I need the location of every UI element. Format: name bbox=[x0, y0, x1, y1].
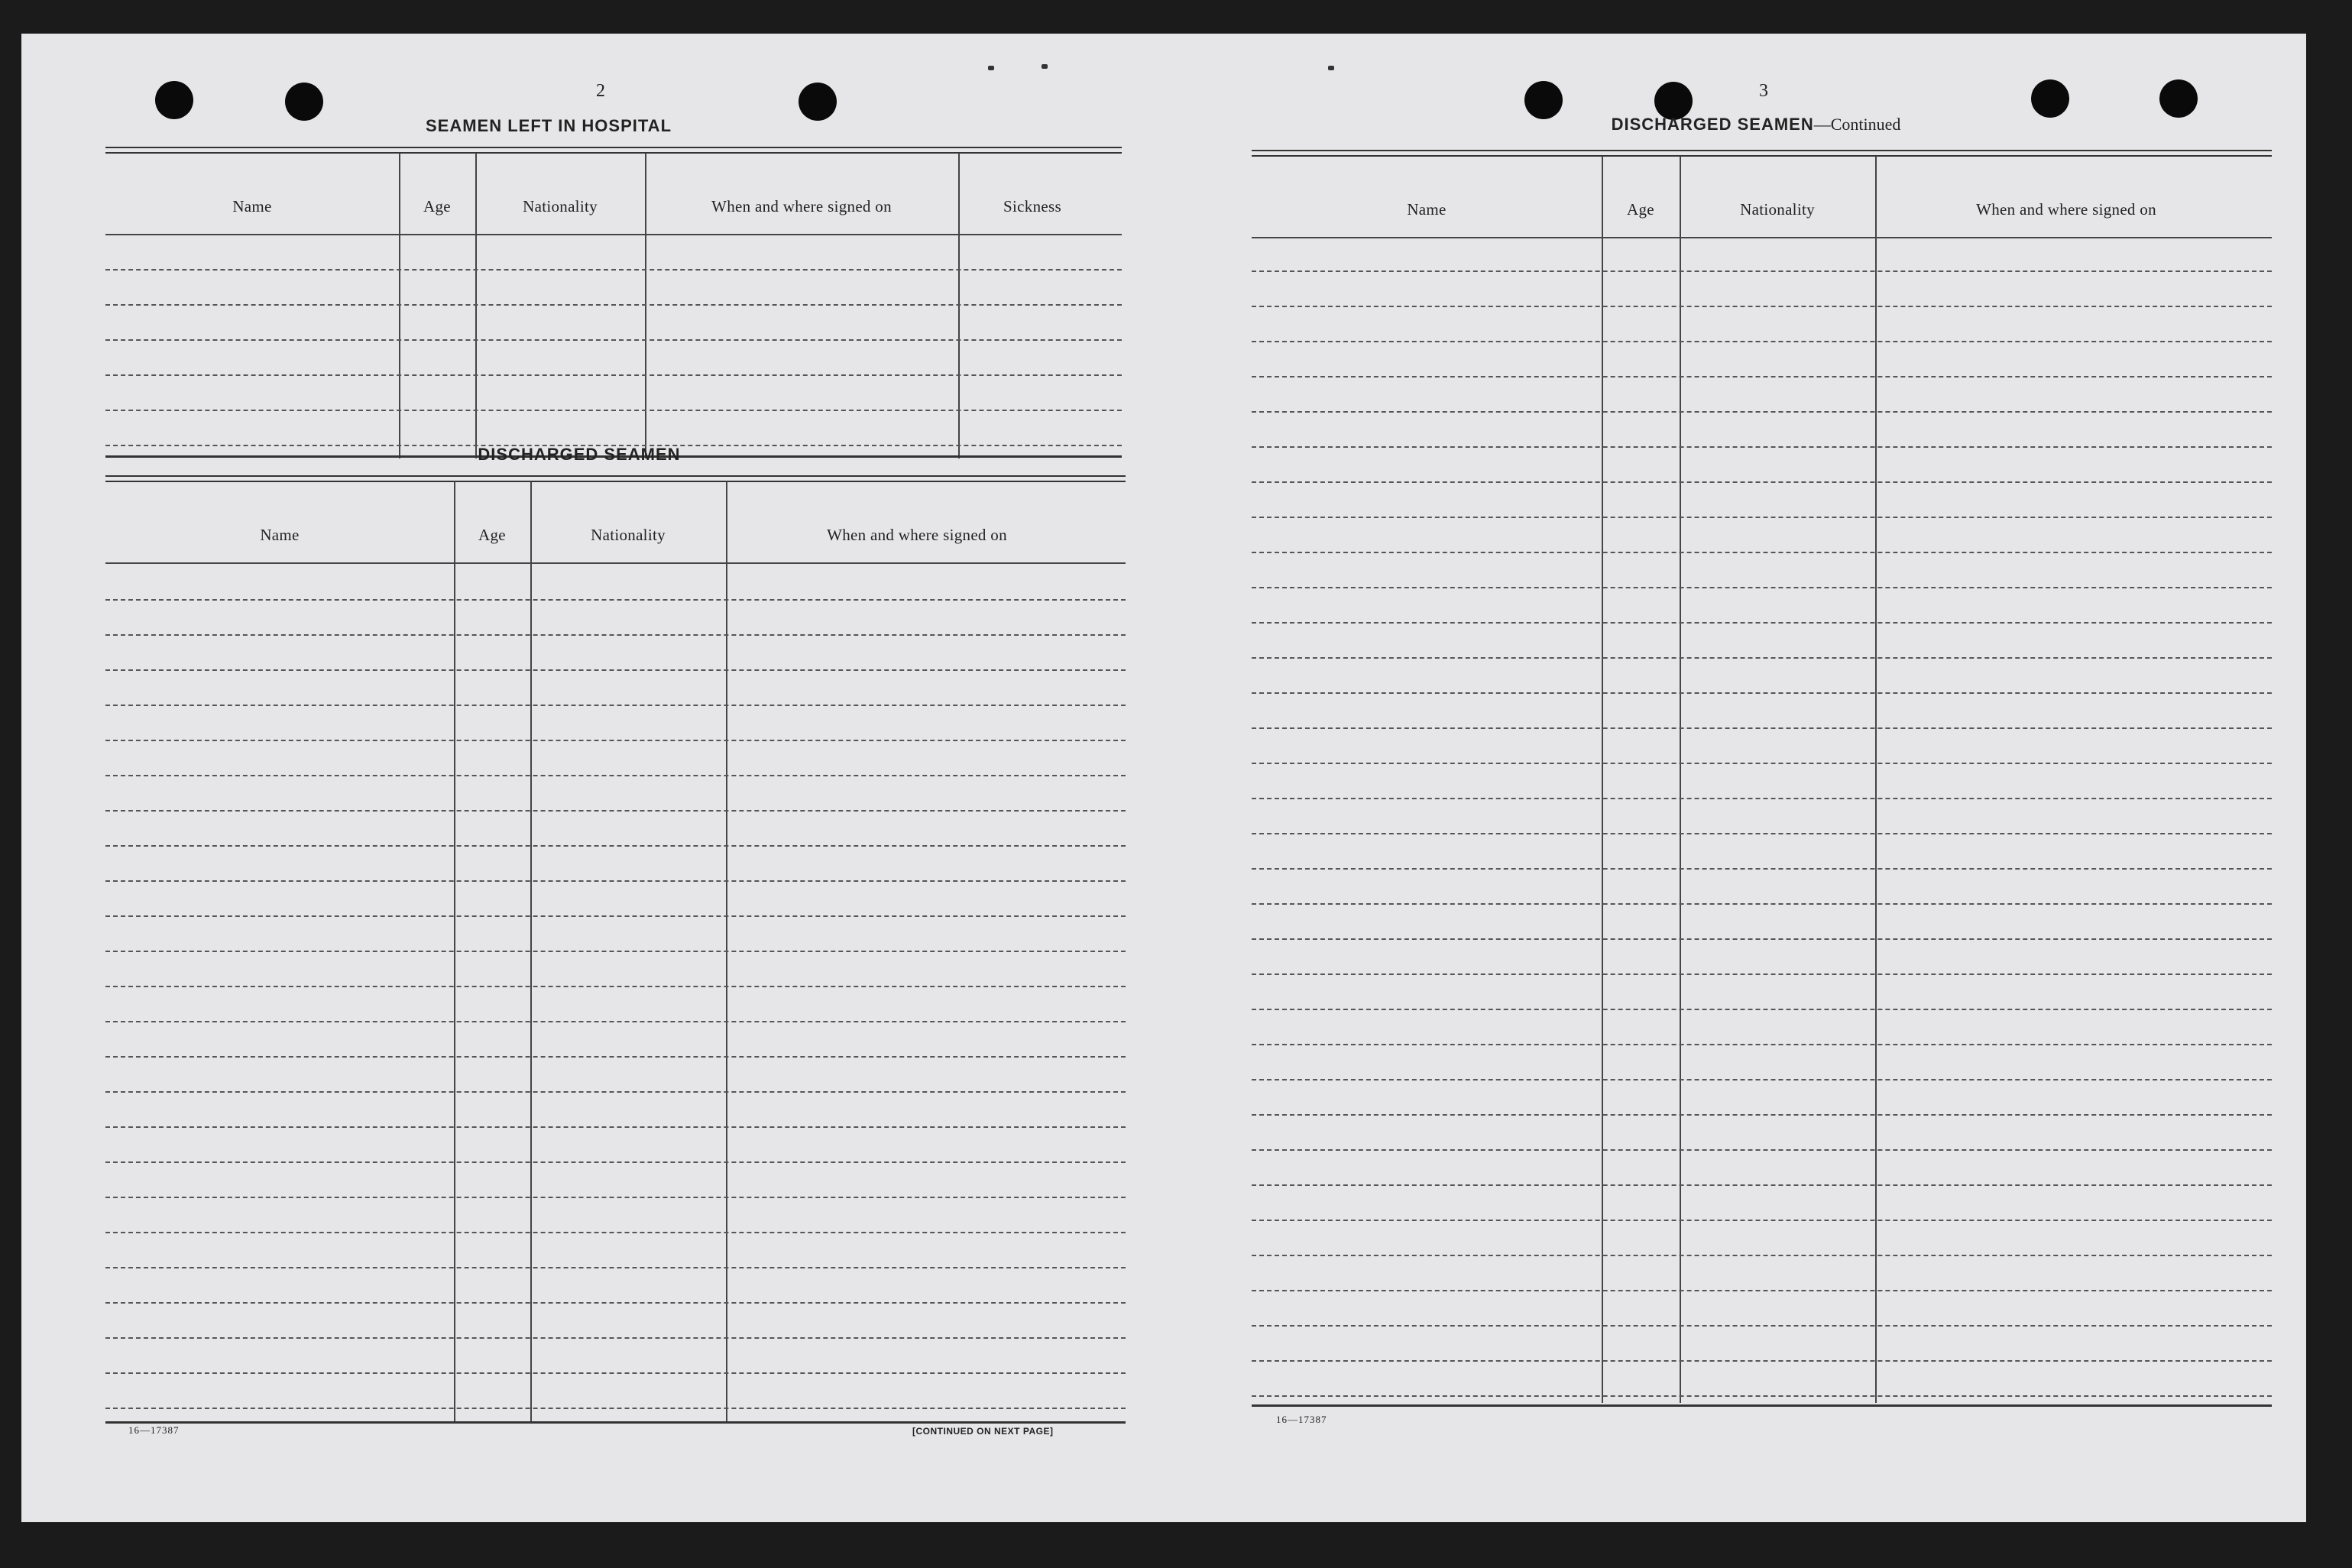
column-header-name: Name bbox=[232, 197, 272, 215]
column-header-age: Age bbox=[423, 197, 451, 215]
column-header-signed-on: When and where signed on bbox=[1976, 200, 2156, 219]
continued-title-suffix: —Continued bbox=[1813, 115, 1901, 134]
continued-section-title bbox=[1542, 115, 1970, 134]
discharged-table-right bbox=[1252, 150, 2272, 1441]
continued-note: [CONTINUED ON NEXT PAGE] bbox=[912, 1426, 1054, 1437]
column-header-signed-on: When and where signed on bbox=[827, 526, 1007, 544]
column-header-nationality: Nationality bbox=[591, 526, 666, 544]
punch-hole bbox=[799, 83, 837, 121]
discharged-table-left bbox=[105, 475, 1126, 1453]
ink-fleck bbox=[988, 66, 994, 70]
column-header-age: Age bbox=[478, 526, 506, 544]
discharged-section-title: DISCHARGED SEAMEN bbox=[478, 445, 681, 464]
ink-fleck bbox=[1328, 66, 1334, 70]
column-header-age: Age bbox=[1627, 200, 1654, 219]
column-header-signed-on: When and where signed on bbox=[711, 197, 892, 215]
punch-hole bbox=[155, 81, 193, 119]
form-code-left: 16—17387 bbox=[128, 1424, 180, 1436]
punch-hole bbox=[2031, 79, 2069, 118]
document-sheet bbox=[21, 34, 2306, 1522]
column-header-name: Name bbox=[260, 526, 300, 544]
punch-hole bbox=[2159, 79, 2198, 118]
ink-fleck bbox=[1042, 64, 1048, 69]
form-code-right: 16—17387 bbox=[1276, 1414, 1327, 1425]
punch-hole bbox=[1524, 81, 1563, 119]
punch-hole bbox=[285, 83, 323, 121]
continued-title-main: DISCHARGED SEAMEN bbox=[1611, 115, 1814, 134]
column-header-nationality: Nationality bbox=[523, 197, 598, 215]
column-header-sickness: Sickness bbox=[1003, 197, 1061, 215]
page-number-left: 2 bbox=[596, 81, 605, 101]
page-number-right: 3 bbox=[1759, 81, 1768, 101]
hospital-section-title: SEAMEN LEFT IN HOSPITAL bbox=[425, 116, 672, 135]
hospital-table bbox=[105, 147, 1122, 460]
column-header-name: Name bbox=[1407, 200, 1447, 219]
column-header-nationality: Nationality bbox=[1740, 200, 1815, 219]
